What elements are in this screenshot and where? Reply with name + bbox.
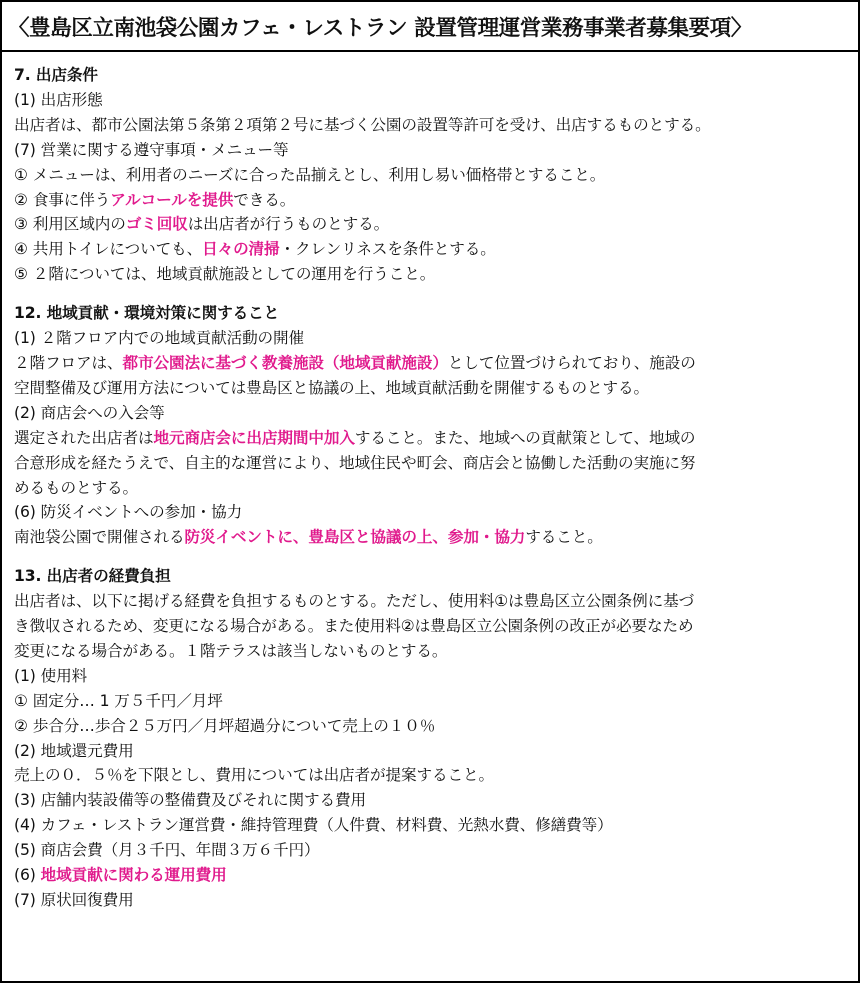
text-line: (3) 店舗内装設備等の整備費及びそれに関する費用 — [14, 791, 367, 810]
highlight-text: アルコールを提供 — [110, 190, 234, 209]
text-segment: ・クレンリネスを条件とする。 — [279, 240, 496, 259]
text-line: (7) 営業に関する遵守事項・メニュー等 — [14, 140, 289, 159]
text-line — [14, 426, 852, 451]
text-segment: として位置づけられており、施設の — [447, 353, 696, 372]
text-segment: すること。また、地域への貢献策として、地域の — [354, 428, 696, 447]
highlight-text: 日々の清掃 — [202, 240, 280, 259]
text-line — [14, 188, 852, 213]
text-line: 変更になる場合がある。１階テラスは該当しないものとする。 — [14, 641, 448, 660]
highlight-text: 都市公園法に基づく教養施設（地域貢献施設） — [122, 353, 448, 372]
highlight-text: 地域貢献に関わる運用費用 — [40, 866, 227, 885]
section-gap — [14, 287, 852, 301]
text-line — [14, 863, 852, 888]
text-line: ① 固定分… 1 万５千円／月坪 — [14, 691, 223, 710]
text-segment: 南池袋公園で開催される — [14, 528, 185, 547]
document-body — [0, 50, 860, 983]
text-segment: ２階フロアは、 — [14, 353, 123, 372]
text-line: 出店者は、都市公園法第５条第２項第２号に基づく公園の設置等許可を受け、出店するものとする。 — [14, 115, 711, 134]
text-line: 合意形成を経たうえで、自主的な運営により、地域住民や町会、商店会と協働した活動の実施に努 — [14, 453, 696, 472]
text-line: ① メニューは、利用者のニーズに合った品揃えとし、利用し易い価格帯とすること。 — [14, 165, 606, 184]
text-line: (2) 商店会への入会等 — [14, 403, 165, 422]
text-segment: ③ 利用区域内の — [14, 215, 126, 234]
text-line: (1) 使用料 — [14, 666, 88, 685]
document-title: 〈豊島区立南池袋公園カフェ・レストラン 設置管理運営業務事業者募集要項〉 — [0, 0, 860, 50]
text-line: (6) 防災イベントへの参加・協力 — [14, 503, 243, 522]
text-line — [14, 525, 852, 550]
text-line: (1) ２階フロア内での地域貢献活動の開催 — [14, 329, 305, 348]
text-segment: できる。 — [233, 190, 296, 209]
text-line: (1) 出店形態 — [14, 90, 103, 109]
text-line: き徴収されるため、変更になる場合がある。また使用料②は豊島区立公園条例の改正が必要なため — [14, 617, 694, 636]
text-line: 出店者は、以下に掲げる経費を負担するものとする。ただし、使用料①は豊島区立公園条例に基づ — [14, 592, 695, 611]
text-line: ② 歩合分…歩合２５万円／月坪超過分について売上の１０％ — [14, 716, 436, 735]
highlight-text: ゴミ回収 — [125, 215, 188, 234]
text-line — [14, 351, 852, 376]
text-segment: すること。 — [525, 528, 603, 547]
text-segment: ② 食事に伴う — [14, 190, 111, 209]
text-line: ⑤ ２階については、地域貢献施設としての運用を行うこと。 — [14, 265, 436, 284]
section-heading-12: 12. 地域貢献・環境対策に関すること — [14, 304, 280, 323]
highlight-text: 地元商店会に出店期間中加入 — [153, 428, 355, 447]
text-segment: 選定された出店者は — [14, 428, 154, 447]
text-line: (7) 原状回復費用 — [14, 891, 134, 909]
section-heading-13: 13. 出店者の経費負担 — [14, 567, 171, 586]
text-line: (4) カフェ・レストラン運営費・維持管理費（人件費、材料費、光熱水費、修繕費等） — [14, 816, 613, 835]
text-line: (2) 地域還元費用 — [14, 741, 134, 760]
highlight-text: 防災イベントに、豊島区と協議の上、参加・協力 — [184, 528, 526, 547]
text-line — [14, 237, 852, 262]
text-line: (5) 商店会費（月３千円、年間３万６千円） — [14, 841, 320, 860]
section-gap — [14, 550, 852, 564]
text-segment: は出店者が行うものとする。 — [187, 215, 390, 234]
text-segment: ④ 共用トイレについても、 — [14, 240, 203, 259]
text-line: めるものとする。 — [14, 478, 138, 497]
text-segment: (6) — [14, 866, 41, 885]
section-heading-7: 7. 出店条件 — [14, 66, 98, 84]
text-line: 売上の０．５％を下限とし、費用については出店者が提案すること。 — [14, 766, 494, 785]
text-line — [14, 212, 852, 237]
text-line: 空間整備及び運用方法については豊島区と協議の上、地域貢献活動を開催するものとする。 — [14, 378, 649, 397]
